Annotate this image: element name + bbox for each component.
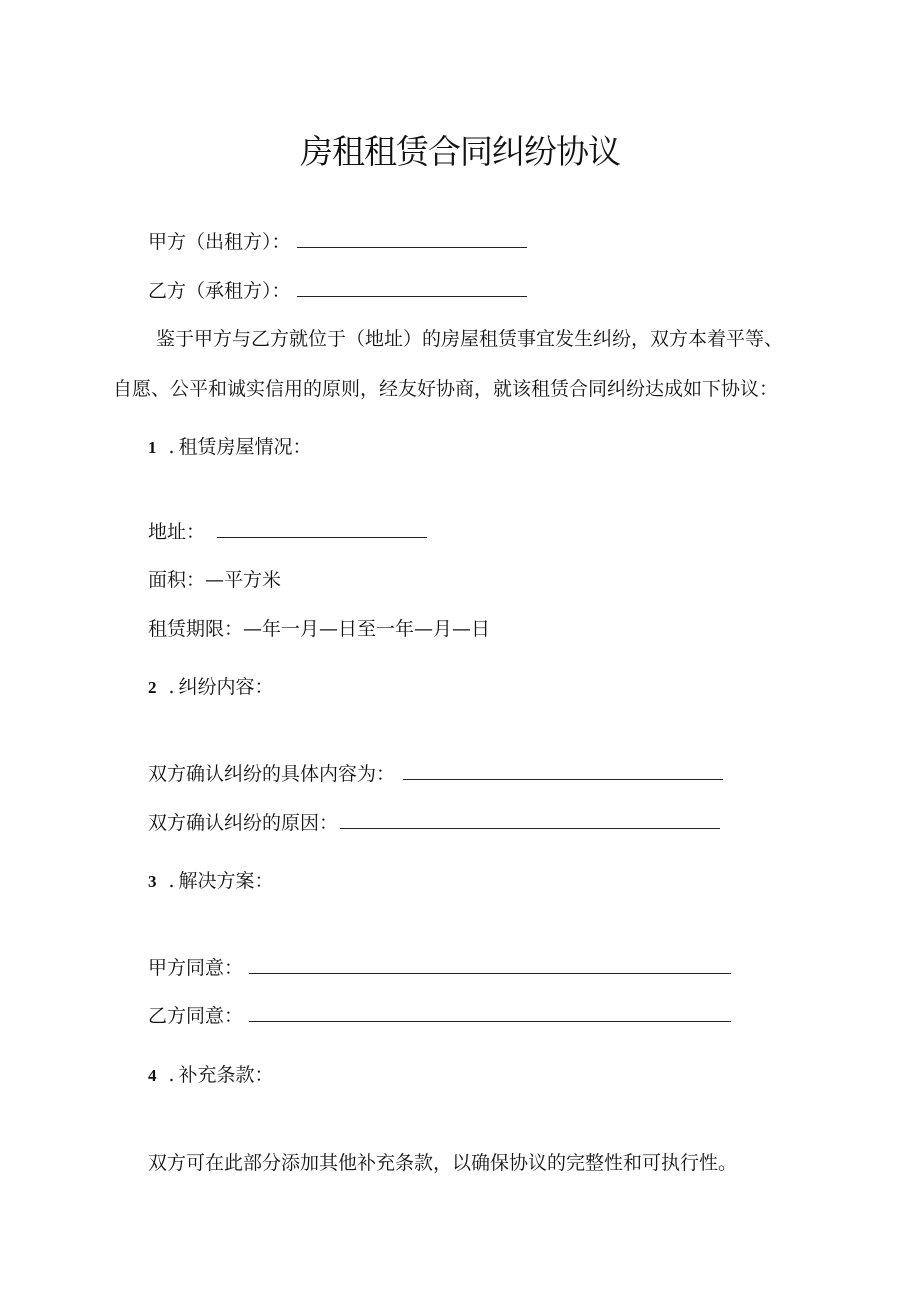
section-4-title: 补充条款： [178,1064,274,1086]
section-2-title: 纠纷内容： [178,676,274,698]
party-a-row [148,229,527,255]
dispute-reason-label: 双方确认纠纷的原因： [148,812,339,834]
dispute-content-label: 双方确认纠纷的具体内容为： [148,763,396,785]
section-3-title: 解决方案： [178,870,274,892]
party-a-agree-blank [249,955,731,974]
address-label: 地址： [148,521,206,543]
section-2-heading: 2 . 纠纷内容： [148,676,274,698]
intro-line-1: 鉴于甲方与乙方就位于（地址）的房屋租赁事宜发生纠纷，双方本着平等、 [156,328,784,350]
section-1-heading: 1 . 租赁房屋情况： [148,436,312,458]
dispute-content-blank [403,761,723,780]
dispute-reason-row [148,810,720,836]
dispute-content-row [148,761,723,787]
party-a-agree-label: 甲方同意： [148,957,244,979]
section-2-number: 2 [148,678,157,697]
party-b-agree-row [148,1003,731,1029]
section-3-number: 3 [148,872,157,891]
section-4-heading: 4 . 补充条款： [148,1064,274,1086]
party-b-label: 乙方（承租方）： [148,280,291,302]
section-1-title: 租赁房屋情况： [178,436,312,458]
party-b-agree-label: 乙方同意： [148,1005,244,1027]
intro-line-2: 自愿、公平和诚实信用的原则，经友好协商，就该租赁合同纠纷达成如下协议： [113,378,779,400]
section-3-heading: 3 . 解决方案： [148,870,274,892]
party-b-agree-blank [249,1003,731,1022]
section-1-number: 1 [148,438,157,457]
address-row [148,519,427,545]
party-b-blank [297,278,527,297]
party-b-row [148,278,527,304]
party-a-agree-row [148,955,731,981]
document-title: 房租租赁合同纠纷协议 [300,132,620,171]
party-a-label: 甲方（出租方）： [148,231,291,253]
party-a-blank [297,229,527,248]
area-row: 面积：—平方米 [148,569,282,591]
term-row: 租赁期限：—年一月—日至一年—月—日 [148,618,491,640]
dispute-reason-blank [340,810,720,829]
supplementary-text: 双方可在此部分添加其他补充条款，以确保协议的完整性和可执行性。 [148,1152,738,1174]
address-blank [217,519,427,538]
section-4-number: 4 [148,1066,157,1085]
